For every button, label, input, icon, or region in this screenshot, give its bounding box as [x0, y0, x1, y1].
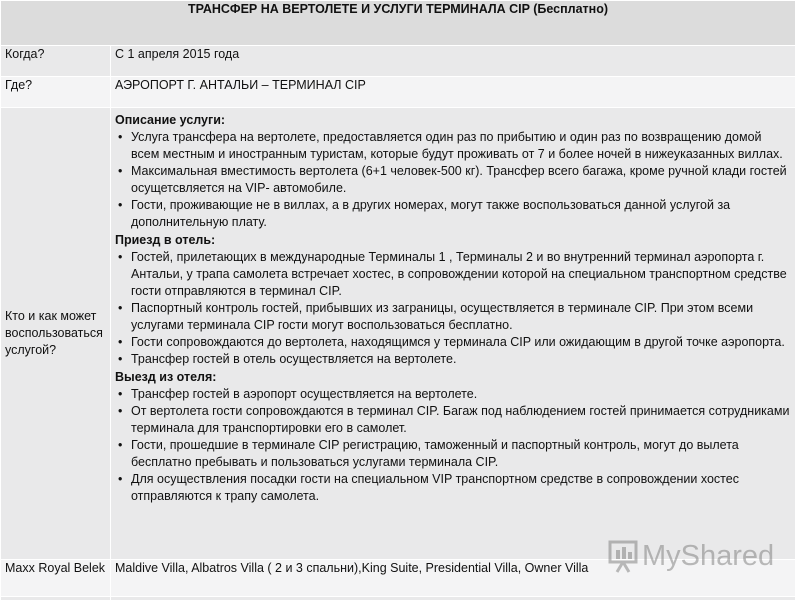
arrival-list	[115, 249, 791, 368]
section-heading-arrival: Приезд в отель:	[115, 233, 216, 247]
who-row	[1, 108, 796, 560]
where-label: Где?	[1, 77, 111, 108]
description-list	[115, 129, 791, 231]
list-item: • Гости, прошедшие в терминале CIP регистрацию, таможенный и паспортный контроль, могут до вылета бесплатно пребывать и пользоваться услугами терминала CIP.	[131, 437, 791, 471]
title-row	[1, 1, 796, 46]
list-item: • Услуга трансфера на вертолете, предоставляется один раз по прибытию и один раз по возвращению домой всем местным и иностранным туристам, которые будут проживать от 7 и более ночей в нижеуказанных виллах.	[131, 129, 791, 163]
list-item: • Трансфер гостей в отель осуществляется на вертолете.	[131, 351, 791, 368]
list-item: • От вертолета гости сопровождаются в терминал CIP. Багаж под наблюдением гостей принимается сотрудниками терминала для транспортировки его в самолет.	[131, 403, 791, 437]
where-row	[1, 77, 796, 108]
table-title: ТРАНСФЕР НА ВЕРТОЛЕТЕ И УСЛУГИ ТЕРМИНАЛА CIP (Бесплатно)	[1, 1, 796, 46]
when-value: С 1 апреля 2015 года	[111, 46, 796, 77]
list-item: • Гости сопровождаются до вертолета, находящимся у терминала CIP или ожидающим в другой точке аэропорта.	[131, 334, 791, 351]
section-heading-departure: Выезд из отеля:	[115, 370, 217, 384]
watermark-text: MyShared	[642, 540, 775, 572]
section-heading-description: Описание услуги:	[115, 113, 226, 127]
who-label: Кто и как может воспользоваться услугой?	[1, 108, 111, 560]
hotel-row	[1, 560, 796, 597]
table-end-row	[1, 597, 796, 600]
departure-list	[115, 386, 791, 505]
list-item: • Максимальная вместимость вертолета (6+1 человек-500 кг). Трансфер всего багажа, кроме ручной клади гостей осущетсвляется на VIP- автомобиле.	[131, 163, 791, 197]
list-item: • Паспортный контроль гостей, прибывших из заграницы, осуществляется в терминале CIP. При этом всеми услугами терминала CIP гости могут воспользоваться бесплатно.	[131, 300, 791, 334]
list-item: • Гостей, прилетающих в международные Терминалы 1 , Терминалы 2 и во внутренний терминал аэропорта г. Антальи, у трапа самолета встречает хостес, в сопровождении которой на специальном транспортном средстве гости отправляются в терминал CIP.	[131, 249, 791, 300]
list-item: • Трансфер гостей в аэропорт осуществляется на вертолете.	[131, 386, 791, 403]
list-item: • Для осуществления посадки гости на специальном VIP транспортном средстве в сопровождении хостес отправляются к трапу самолета.	[131, 471, 791, 505]
who-content	[111, 108, 796, 560]
hotel-value: Maldive Villa, Albatros Villa ( 2 и 3 спальни),King Suite, Presidential Villa, Owner Villa	[111, 560, 796, 597]
hotel-label: Maxx Royal Belek	[1, 560, 111, 597]
when-label: Когда?	[1, 46, 111, 77]
where-value: АЭРОПОРТ Г. АНТАЛЬИ – ТЕРМИНАЛ CIP	[111, 77, 796, 108]
when-row	[1, 46, 796, 77]
list-item: • Гости, проживающие не в виллах, а в других номерах, могут также воспользоваться данной услугой за дополнительную плату.	[131, 197, 791, 231]
